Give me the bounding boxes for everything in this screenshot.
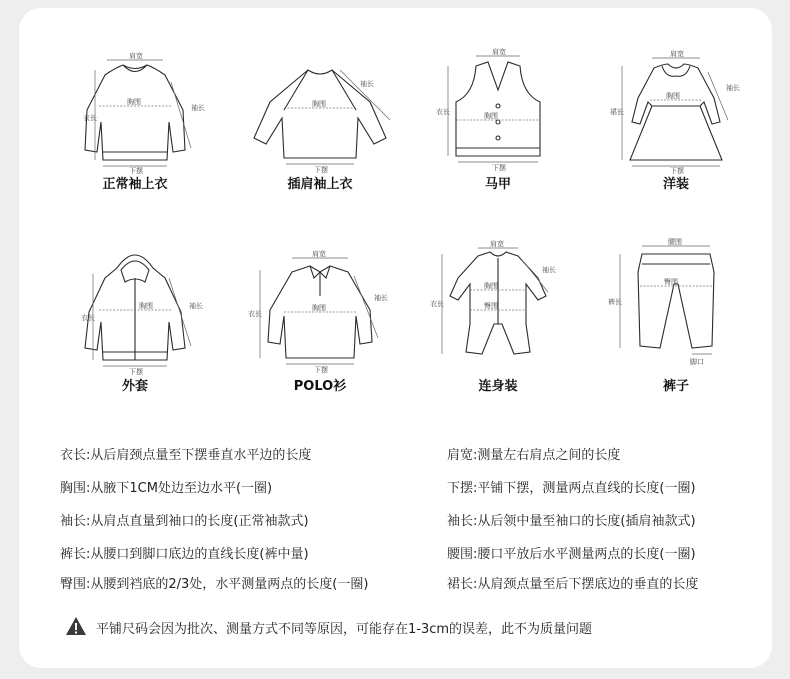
- svg-text:肩宽: 肩宽: [312, 250, 326, 258]
- svg-text:下摆: 下摆: [129, 167, 143, 175]
- svg-text:下摆: 下摆: [129, 368, 143, 376]
- garment-vest: [418, 10, 578, 190]
- definition-left-4: 裤长:从腰口到脚口底边的直线长度(裤中量): [60, 547, 309, 562]
- dress-diagram: [596, 10, 756, 175]
- definition-right-2: 下摆:平铺下摆，测量两点直线的长度(一圈): [447, 481, 696, 496]
- garment-polo-shirt: [240, 212, 400, 392]
- svg-text:下摆: 下摆: [314, 366, 328, 374]
- svg-text:衣长: 衣长: [83, 114, 97, 122]
- svg-text:衣长: 衣长: [248, 310, 262, 318]
- garment-regular-sleeve-top: [55, 10, 215, 190]
- svg-text:肩宽: 肩宽: [670, 50, 684, 58]
- garment-jacket: [55, 212, 215, 392]
- svg-text:胸围: 胸围: [312, 304, 326, 312]
- svg-text:衣长: 衣长: [430, 300, 444, 308]
- svg-text:袖长: 袖长: [542, 266, 556, 274]
- garment-name: 正常袖上衣: [102, 177, 168, 192]
- svg-text:胸围: 胸围: [666, 92, 680, 100]
- definition-left-1: 衣长:从后肩颈点量至下摆垂直水平边的长度: [60, 448, 312, 463]
- garment-name: 连身装: [478, 379, 518, 394]
- svg-text:臀围: 臀围: [484, 302, 498, 310]
- garment-name: POLO衫: [293, 379, 347, 394]
- raglan-sleeve-top-diagram: [240, 10, 400, 175]
- svg-text:臀围: 臀围: [664, 278, 678, 286]
- garment-name: 插肩袖上衣: [287, 177, 353, 192]
- svg-text:胸围: 胸围: [484, 282, 498, 290]
- svg-text:胸围: 胸围: [127, 98, 141, 106]
- definition-left-2: 胸围:从腋下1CM处边至边水平(一圈): [60, 481, 273, 496]
- svg-text:腰围: 腰围: [668, 238, 682, 246]
- svg-text:肩宽: 肩宽: [490, 240, 504, 248]
- svg-text:胸围: 胸围: [139, 302, 153, 310]
- svg-text:袖长: 袖长: [726, 84, 740, 92]
- svg-text:袖长: 袖长: [191, 104, 205, 112]
- definition-left-3: 袖长:从肩点直量到袖口的长度(正常袖款式): [60, 514, 309, 529]
- garment-name: 马甲: [484, 177, 511, 192]
- svg-text:袖长: 袖长: [189, 302, 203, 310]
- svg-text:下摆: 下摆: [670, 167, 684, 175]
- warning-icon: [65, 616, 87, 636]
- vest-diagram: [418, 10, 578, 175]
- garment-name: 外套: [121, 379, 148, 394]
- measurement-error-notice: 平铺尺码会因为批次、测量方式不同等原因，可能存在1-3cm的误差，此不为质量问题: [96, 622, 593, 637]
- jacket-diagram: [55, 212, 215, 377]
- pants-diagram: [596, 212, 756, 377]
- garment-dress: [596, 10, 756, 190]
- regular-sleeve-top-diagram: [55, 10, 215, 175]
- definition-right-5: 裙长:从肩颈点量至后下摆底边的垂直的长度: [447, 577, 699, 592]
- svg-text:袖长: 袖长: [360, 80, 374, 88]
- definition-right-4: 腰围:腰口平放后水平测量两点的长度(一圈): [447, 547, 696, 562]
- svg-text:裤长: 裤长: [608, 298, 622, 306]
- garment-pants: [596, 212, 756, 392]
- romper-diagram: [418, 212, 578, 377]
- svg-text:下摆: 下摆: [314, 166, 328, 174]
- svg-text:袖长: 袖长: [374, 294, 388, 302]
- svg-text:胸围: 胸围: [484, 112, 498, 120]
- definition-right-1: 肩宽:测量左右肩点之间的长度: [447, 448, 621, 463]
- polo-shirt-diagram: [240, 212, 400, 377]
- svg-text:脚口: 脚口: [690, 358, 704, 366]
- garment-name: 裤子: [662, 379, 689, 394]
- svg-text:衣长: 衣长: [81, 314, 95, 322]
- svg-text:衣长: 衣长: [436, 108, 450, 116]
- garment-name: 洋装: [662, 177, 689, 192]
- garment-romper: [418, 212, 578, 392]
- definition-right-3: 袖长:从后领中量至袖口的长度(插肩袖款式): [447, 514, 696, 529]
- svg-text:下摆: 下摆: [492, 164, 506, 172]
- svg-text:裙长: 裙长: [610, 108, 624, 116]
- definition-left-5: 臀围:从腰到裆底的2/3处，水平测量两点的长度(一圈): [60, 577, 369, 592]
- svg-text:胸围: 胸围: [312, 100, 326, 108]
- svg-text:肩宽: 肩宽: [492, 48, 506, 56]
- svg-text:肩宽: 肩宽: [129, 52, 143, 60]
- garment-raglan-sleeve-top: [240, 10, 400, 190]
